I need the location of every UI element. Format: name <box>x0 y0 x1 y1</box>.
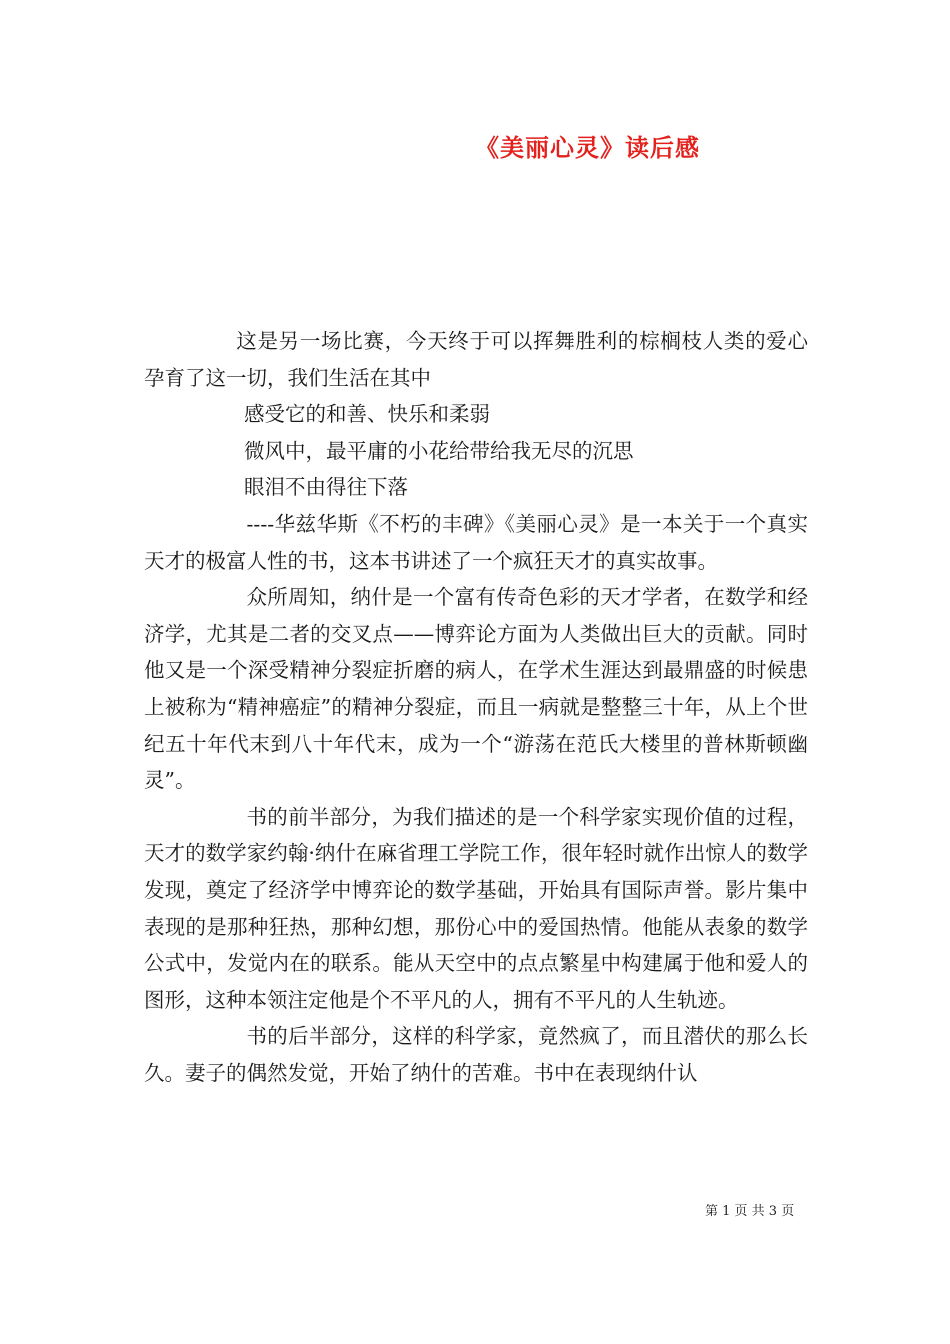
verse-line: 眼泪不由得往下落 <box>244 475 408 500</box>
paragraph: 众所周知，纳什是一个富有传奇色彩的天才学者，在数学和经济学，尤其是二者的交叉点——博弈论方面为人类做出巨大的贡献。同时他又是一个深受精神分裂症折磨的病人，在学术生涯达到最鼎盛的时候患上被称为“精神癌症”的精神分裂症，而且一病就是整整三十年，从上个世纪五十年代末到八十年代末，成为一个“游荡在范氏大楼里的普林斯顿幽灵”。 <box>144 585 808 793</box>
paragraph: 书的前半部分，为我们描述的是一个科学家实现价值的过程，天才的数学家约翰·纳什在麻省理工学院工作，很年轻时就作出惊人的数学发现，奠定了经济学中博弈论的数学基础，开始具有国际声誉。影片集中表现的是那种狂热，那种幻想，那份心中的爱国热情。他能从表象的数学公式中，发觉内在的联系。能从天空中的点点繁星中构建属于他和爱人的图形，这种本领注定他是个不平凡的人，拥有不平凡的人生轨迹。 <box>144 804 808 1012</box>
verse-line: 感受它的和善、快乐和柔弱 <box>244 402 490 427</box>
document-body <box>144 323 808 1091</box>
document-title: 《美丽心灵》读后感 <box>475 133 700 162</box>
page-number: 第 1 页 共 3 页 <box>705 1204 795 1219</box>
verse-line: 微风中，最平庸的小花给带给我无尽的沉思 <box>244 438 634 463</box>
paragraph: 书的后半部分，这样的科学家，竟然疯了，而且潜伏的那么长久。妻子的偶然发觉，开始了纳什的苦难。书中在表现纳什认 <box>144 1024 808 1085</box>
paragraph: 这是另一场比赛，今天终于可以挥舞胜利的棕榈枝人类的爱心孕育了这一切，我们生活在其中 <box>144 329 808 390</box>
paragraph: ----华兹华斯《不朽的丰碑》《美丽心灵》是一本关于一个真实天才的极富人性的书，这本书讲述了一个疯狂天才的真实故事。 <box>144 511 808 573</box>
